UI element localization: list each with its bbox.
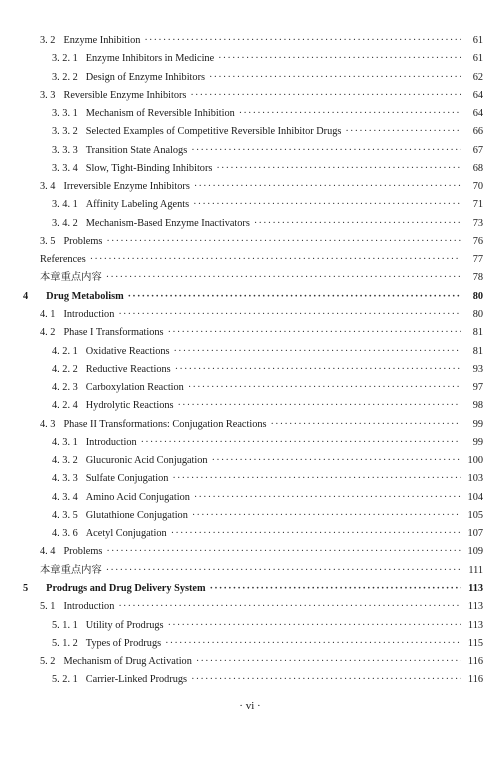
dot-leader — [194, 489, 461, 507]
dot-leader — [188, 379, 461, 397]
dot-leader — [239, 105, 461, 123]
toc-entry-number: 3. 2. 1 — [52, 53, 78, 65]
toc-entry-number: 3. 4. 2 — [52, 217, 78, 229]
toc-entry-page: 66 — [472, 126, 483, 138]
toc-entry-number: 4. 3 — [40, 418, 56, 430]
toc-entry-number: 4. 2. 2 — [52, 363, 78, 375]
toc-entry-page: 116 — [467, 656, 483, 668]
toc-entry-title: Reversible Enzyme Inhibitors — [63, 89, 187, 101]
toc-entry-number: 3. 3. 4 — [52, 162, 78, 174]
toc-entry-page: 64 — [472, 108, 483, 120]
dot-leader — [171, 525, 461, 543]
toc-entry-page: 61 — [472, 53, 483, 65]
toc-entry[interactable] — [0, 361, 500, 379]
toc-entry-title: Glutathione Conjugation — [85, 509, 188, 521]
toc-entry-page: 99 — [472, 436, 483, 448]
table-of-contents — [0, 32, 500, 690]
toc-entry-page: 68 — [472, 162, 483, 174]
toc-entry-title: Oxidative Reactions — [85, 345, 170, 357]
toc-entry-page: 64 — [472, 89, 483, 101]
dot-leader — [196, 653, 461, 671]
toc-entry-title: Carrier-Linked Prodrugs — [85, 674, 188, 686]
toc-entry-title: Enzyme Inhibition — [63, 35, 141, 46]
dot-leader — [191, 142, 461, 160]
toc-entry-title: Acetyl Conjugation — [85, 528, 167, 540]
toc-entry[interactable] — [0, 617, 500, 635]
dot-leader — [216, 160, 461, 178]
toc-entry-number: 5. 1. 1 — [52, 619, 78, 631]
toc-entry-title: Introduction — [63, 308, 115, 320]
dot-leader — [193, 196, 461, 214]
dot-leader — [174, 343, 461, 361]
dot-leader — [218, 50, 461, 68]
toc-entry[interactable] — [0, 635, 500, 653]
toc-entry-number: 3. 3. 1 — [52, 108, 78, 120]
toc-entry-page: 115 — [467, 637, 483, 649]
dot-leader — [144, 32, 461, 50]
toc-entry[interactable] — [0, 32, 500, 50]
toc-entry-title: Reductive Reactions — [85, 363, 171, 375]
toc-entry-page: 81 — [472, 345, 483, 357]
toc-entry-number: 5. 1 — [40, 601, 56, 613]
toc-entry[interactable] — [0, 142, 500, 160]
toc-entry-page: 67 — [472, 144, 483, 156]
toc-entry-title: Irreversible Enzyme Inhibitors — [63, 181, 190, 193]
toc-entry-title: Utility of Prodrugs — [85, 619, 164, 631]
toc-entry-page: 71 — [472, 199, 483, 211]
toc-entry[interactable] — [0, 324, 500, 342]
dot-leader — [254, 215, 461, 233]
toc-entry-title: Carboxylation Reaction — [85, 382, 184, 394]
toc-entry-title: Types of Prodrugs — [85, 637, 162, 649]
toc-entry-page: 62 — [472, 71, 483, 83]
dot-leader — [165, 635, 461, 653]
toc-entry-page: 93 — [472, 363, 483, 375]
toc-entry-title: Selected Examples of Competitive Reversible Inhibitor Drugs — [85, 126, 342, 138]
toc-entry-number: 4. 3. 1 — [52, 436, 78, 448]
dot-leader — [212, 452, 461, 470]
toc-entry-number: 5. 2 — [40, 656, 56, 668]
dot-leader — [194, 178, 461, 196]
toc-entry[interactable] — [0, 50, 500, 68]
toc-entry-title: Phase II Transformations: Conjugation Reactions — [63, 418, 267, 430]
toc-entry[interactable] — [0, 196, 500, 214]
toc-entry-page: 113 — [467, 601, 483, 613]
toc-entry[interactable] — [0, 269, 500, 287]
toc-entry[interactable] — [0, 87, 500, 105]
toc-entry-number: 3. 3 — [40, 89, 56, 101]
toc-entry[interactable] — [0, 470, 500, 488]
toc-entry-title: Phase I Transformations — [63, 327, 164, 339]
dot-leader — [106, 543, 461, 561]
dot-leader — [106, 233, 461, 251]
dot-leader — [90, 251, 461, 269]
toc-entry-page: 81 — [472, 327, 483, 339]
toc-entry-title: Introduction — [63, 601, 115, 613]
toc-entry-title: Slow, Tight-Binding Inhibitors — [85, 162, 213, 174]
toc-entry-page: 76 — [472, 235, 483, 247]
toc-entry-page: 113 — [467, 619, 483, 631]
toc-entry-number: 4. 3. 5 — [52, 509, 78, 521]
toc-entry-title: Introduction — [85, 436, 137, 448]
toc-entry[interactable] — [0, 507, 500, 525]
toc-entry-number: 3. 3. 3 — [52, 144, 78, 156]
toc-entry-page: 97 — [472, 382, 483, 394]
toc-entry-number: 3. 2 — [40, 35, 56, 46]
toc-entry-number: 3. 2. 2 — [52, 71, 78, 83]
toc-entry-number: 4 — [23, 290, 29, 302]
toc-entry-page: 77 — [472, 254, 483, 266]
toc-entry[interactable] — [0, 671, 500, 689]
toc-entry[interactable] — [0, 562, 500, 580]
toc-entry[interactable] — [0, 251, 500, 269]
toc-entry-number: 4. 2. 3 — [52, 382, 78, 394]
toc-entry-number: 4. 3. 6 — [52, 528, 78, 540]
toc-entry-page: 113 — [468, 582, 483, 594]
toc-entry[interactable] — [0, 434, 500, 452]
toc-entry-title: Mechanism of Drug Activation — [63, 656, 192, 668]
toc-entry-number: 3. 5 — [40, 235, 56, 247]
toc-entry-number: 5. 2. 1 — [52, 674, 78, 686]
dot-leader — [168, 324, 461, 342]
toc-entry-title: Hydrolytic Reactions — [85, 400, 174, 412]
toc-entry-page: 73 — [472, 217, 483, 229]
toc-entry[interactable] — [0, 598, 500, 616]
dot-leader — [106, 562, 461, 580]
toc-entry-title: Design of Enzyme Inhibitors — [85, 71, 205, 83]
toc-entry-page: 100 — [467, 455, 483, 467]
toc-entry-title: Enzyme Inhibitors in Medicine — [85, 53, 215, 65]
toc-entry-title: References — [40, 254, 86, 266]
toc-entry-number: 4. 2. 1 — [52, 345, 78, 357]
toc-entry[interactable] — [0, 525, 500, 543]
dot-leader — [271, 416, 461, 434]
toc-entry-page: 99 — [472, 418, 483, 430]
dot-leader — [191, 671, 461, 689]
toc-entry-title: Problems — [63, 235, 103, 247]
toc-entry-title: Sulfate Conjugation — [85, 473, 169, 485]
toc-entry-title: Mechanism-Based Enzyme Inactivators — [85, 217, 250, 229]
toc-entry-title: Affinity Labeling Agents — [85, 199, 190, 211]
toc-entry-number: 5. 1. 2 — [52, 637, 78, 649]
dot-leader — [209, 69, 461, 87]
toc-entry-number: 3. 3. 2 — [52, 126, 78, 138]
toc-entry-title: Amino Acid Conjugation — [85, 491, 190, 503]
toc-entry[interactable] — [0, 233, 500, 251]
toc-entry-page: 80 — [472, 290, 483, 302]
toc-entry-title: Drug Metabolism — [46, 290, 124, 302]
toc-entry-page: 70 — [472, 181, 483, 193]
toc-entry-number: 4. 1 — [40, 308, 56, 320]
dot-leader — [128, 288, 461, 306]
dot-leader — [172, 470, 461, 488]
toc-entry-number: 4. 3. 4 — [52, 491, 78, 503]
toc-entry[interactable] — [0, 215, 500, 233]
toc-entry-number: 4. 2. 4 — [52, 400, 78, 412]
toc-entry-title: Problems — [63, 546, 103, 558]
toc-entry[interactable] — [0, 653, 500, 671]
toc-entry-title: 本章重点内容 — [40, 272, 102, 284]
toc-entry-title: Mechanism of Reversible Inhibition — [85, 108, 235, 120]
toc-entry-page: 61 — [472, 35, 483, 46]
dot-leader — [178, 397, 461, 415]
toc-entry[interactable] — [0, 160, 500, 178]
page-number-footer: · vi · — [239, 700, 261, 712]
dot-leader — [190, 87, 461, 105]
toc-entry-number: 4. 4 — [40, 546, 56, 558]
dot-leader — [106, 269, 461, 287]
toc-entry-number: 4. 3. 3 — [52, 473, 78, 485]
toc-entry-page: 116 — [467, 674, 483, 686]
toc-entry-title: Glucuronic Acid Conjugation — [85, 455, 208, 467]
toc-entry-page: 104 — [467, 491, 483, 503]
toc-entry-page: 107 — [467, 528, 483, 540]
toc-entry-page: 111 — [468, 564, 483, 576]
toc-entry-number: 3. 4. 1 — [52, 199, 78, 211]
toc-entry-page: 109 — [467, 546, 483, 558]
toc-entry[interactable] — [0, 178, 500, 196]
toc-entry-title: Prodrugs and Drug Delivery System — [46, 582, 206, 594]
dot-leader — [210, 580, 461, 598]
dot-leader — [192, 507, 461, 525]
dot-leader — [118, 598, 461, 616]
toc-entry[interactable] — [0, 543, 500, 561]
toc-entry[interactable] — [0, 416, 500, 434]
toc-chapter-entry[interactable] — [0, 580, 500, 598]
toc-chapter-entry[interactable] — [0, 288, 500, 306]
toc-entry-title: 本章重点内容 — [40, 564, 102, 576]
dot-leader — [141, 434, 461, 452]
toc-entry[interactable] — [0, 105, 500, 123]
toc-entry-page: 105 — [467, 509, 483, 521]
toc-entry[interactable] — [0, 379, 500, 397]
toc-entry-number: 4. 2 — [40, 327, 56, 339]
toc-entry[interactable] — [0, 306, 500, 324]
toc-entry-number: 5 — [23, 582, 29, 594]
toc-entry-page: 80 — [472, 308, 483, 320]
dot-leader — [168, 617, 461, 635]
toc-entry[interactable] — [0, 397, 500, 415]
dot-leader — [118, 306, 461, 324]
toc-entry-page: 78 — [472, 272, 483, 284]
dot-leader — [175, 361, 461, 379]
toc-entry-number: 3. 4 — [40, 181, 56, 193]
toc-entry-page: 98 — [472, 400, 483, 412]
toc-entry[interactable] — [0, 69, 500, 87]
toc-entry-number: 4. 3. 2 — [52, 455, 78, 467]
toc-entry[interactable] — [0, 343, 500, 361]
toc-entry[interactable] — [0, 123, 500, 141]
toc-entry[interactable] — [0, 489, 500, 507]
toc-entry-title: Transition State Analogs — [85, 144, 188, 156]
toc-entry[interactable] — [0, 452, 500, 470]
dot-leader — [345, 123, 461, 141]
toc-entry-page: 103 — [467, 473, 483, 485]
